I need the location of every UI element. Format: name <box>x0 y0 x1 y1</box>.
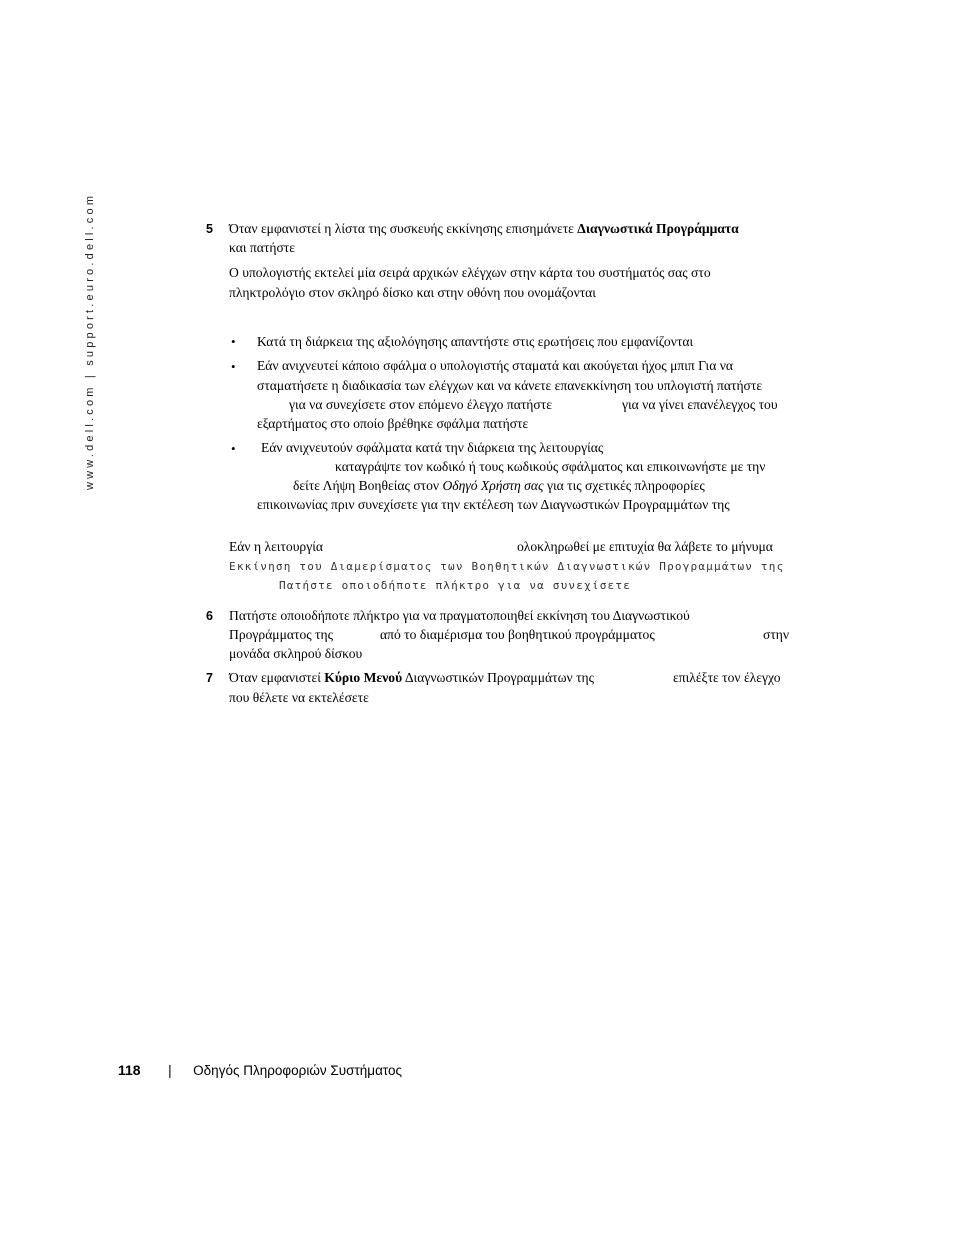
bullet-2-line-2: σταματήσετε η διαδικασία των ελέγχων και να κάνετε επανεκκίνηση του υπλογιστή πατήστε <box>257 378 763 393</box>
step-7-line-1c: επιλέξτε τον έλεγχο <box>673 670 781 685</box>
bullet-symbol: • <box>231 334 236 349</box>
page-footer <box>118 1062 402 1078</box>
bullet-3-line-1: Εάν ανιχνευτούν σφάλματα κατά την διάρκεια της λειτουργίας <box>261 440 604 455</box>
step-6-line-3: μονάδα σκληρού δίσκου <box>229 646 363 661</box>
step-7-text-a: Όταν εμφανιστεί <box>229 670 325 685</box>
step-6-number: 6 <box>206 609 213 623</box>
step-7-bold-term: Κύριο Μενού <box>324 670 403 685</box>
bullet-2-line-4: εξαρτήματος στο οποίο βρέθηκε σφάλμα πατήστε <box>257 416 529 431</box>
bullet-1-line-1: Κατά τη διάρκεια της αξιολόγησης απαντήστε στις ερωτήσεις που εμφανίζονται <box>257 334 694 349</box>
bullet-2-line-3b: για να γίνει επανέλεγχος του <box>622 397 778 412</box>
step-5-line-2: και πατήστε <box>229 240 295 255</box>
step-5-bold-term: Διαγνωστικά Προγράμματα <box>577 221 739 236</box>
step-5-para-line-2: πληκτρολόγιο στον σκληρό δίσκο και στην οθόνη που ονομάζονται <box>229 285 596 300</box>
side-url-text: www.dell.com | support.euro.dell.com <box>84 192 96 490</box>
user-guide-reference: Οδηγό Χρήστη σας <box>442 478 544 493</box>
step-7-text-b: Διαγνωστικών Προγραμμάτων της <box>402 670 595 685</box>
step-6-line-2b: από το διαμέρισμα του βοηθητικού προγράμματος <box>380 627 655 642</box>
bullet-2-line-3a: για να συνεχίσετε στον επόμενο έλεγχο πατήστε <box>289 397 552 412</box>
completion-text-b: ολοκληρωθεί με επιτυχία θα λάβετε το μήνυμα <box>517 539 773 554</box>
completion-message-line-1: Εκκίνηση του Διαμερίσματος των Βοηθητικών Διαγνωστικών Προγραμμάτων της <box>229 560 785 573</box>
step-7-number: 7 <box>206 671 213 685</box>
bullet-3-see-text: δείτε Λήψη Βοηθείας στον <box>293 478 443 493</box>
bullet-3-line-4: επικοινωνίας πριν συνεχίσετε για την εκτέλεση των Διαγνωστικών Προγραμμάτων της <box>257 497 730 512</box>
step-5-para-line-1: Ο υπολογιστής εκτελεί μία σειρά αρχικών ελέγχων στην κάρτα του συστήματός σας στο <box>229 265 711 280</box>
step-7-line-2: που θέλετε να εκτελέσετε <box>229 690 369 705</box>
step-7-line-1 <box>229 670 594 686</box>
step-6-line-2c: στην <box>763 627 790 642</box>
step-5-text: Όταν εμφανιστεί η λίστα της συσκευής εκκίνησης επισημάνετε <box>229 221 578 236</box>
footer-document-title: Οδηγός Πληροφοριών Συστήματος <box>193 1063 403 1078</box>
step-6-line-2a: Προγράμματος της <box>229 627 334 642</box>
step-5-number: 5 <box>206 222 213 236</box>
completion-text-a: Εάν η λειτουργία <box>229 539 323 554</box>
bullet-3-line-3 <box>293 478 705 494</box>
step-5-line-1 <box>229 221 739 237</box>
completion-message-line-2: Πατήστε οποιοδήποτε πλήκτρο για να συνεχίσετε <box>279 579 632 592</box>
page-number: 118 <box>118 1062 141 1078</box>
bullet-3-info-text: για τις σχετικές πληροφορίες <box>543 478 705 493</box>
footer-separator: | <box>168 1063 172 1078</box>
bullet-symbol: • <box>231 441 236 456</box>
bullet-2-line-1: Εάν ανιχνευτεί κάποιο σφάλμα ο υπολογιστής σταματά και ακούγεται ήχος μπιπ Για να <box>257 358 733 373</box>
step-6-line-1: Πατήστε οποιοδήποτε πλήκτρο για να πραγματοποιηθεί εκκίνηση του Διαγνωστικού <box>229 608 690 623</box>
bullet-symbol: • <box>231 359 236 374</box>
bullet-3-line-2: καταγράψτε τον κωδικό ή τους κωδικούς σφάλματος και επικοινωνήστε με την <box>335 459 766 474</box>
